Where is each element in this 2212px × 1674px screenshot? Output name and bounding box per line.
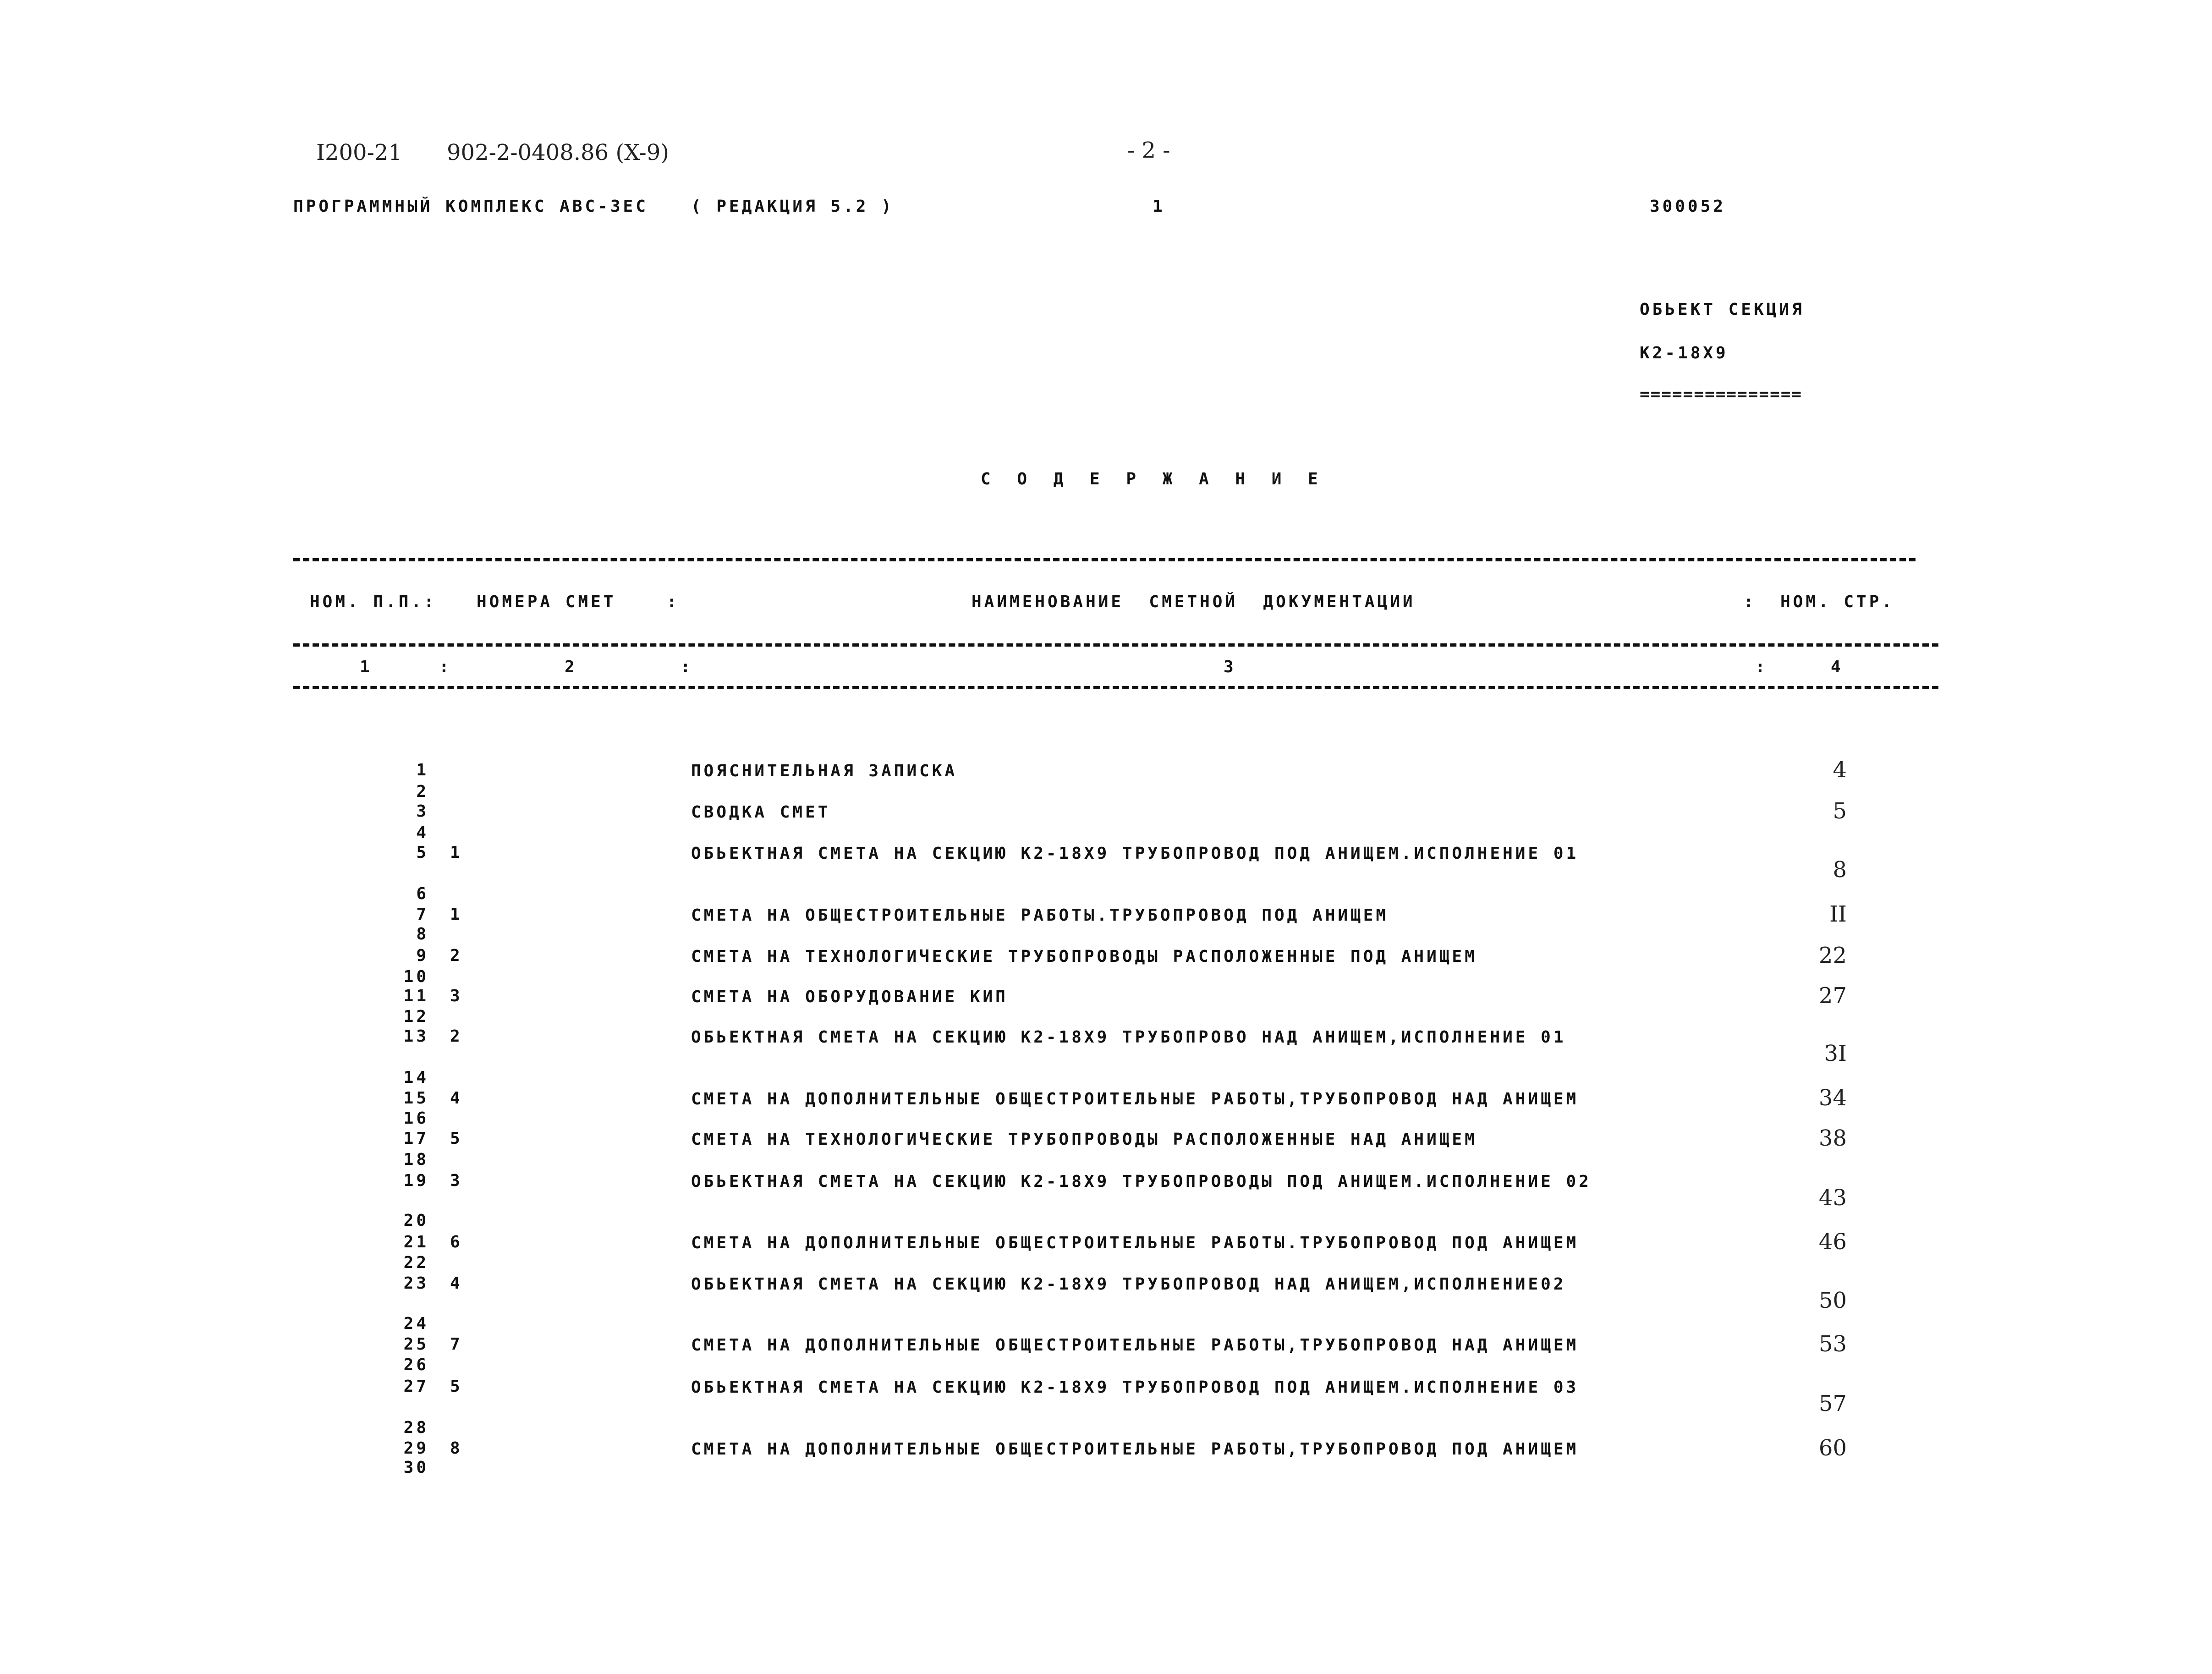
document-name: СМЕТА НА ДОПОЛНИТЕЛЬНЫЕ ОБЩЕСТРОИТЕЛЬНЫЕ РАБОТЫ.ТРУБОПРОВОД ПОД АНИЩЕМ [691,1234,1579,1252]
header-index-4: 4 [1831,658,1844,676]
page-number: II [1829,901,1847,927]
document-name: СМЕТА НА ОБЩЕСТРОИТЕЛЬНЫЕ РАБОТЫ.ТРУБОПРОВОД ПОД АНИЩЕМ [691,906,1389,925]
page-number: 43 [1818,1185,1847,1211]
estimate-number: 3 [450,987,463,1005]
page-number: 3I [1824,1041,1847,1066]
estimate-number: 5 [450,1129,463,1148]
row-number: 1 [416,761,429,779]
row-number: 2 [416,782,429,801]
document-name: СМЕТА НА ТЕХНОЛОГИЧЕСКИЕ ТРУБОПРОВОДЫ РАСПОЛОЖЕННЫЕ ПОД АНИЩЕМ [691,947,1477,966]
header-index-separator: : [439,658,452,676]
document-name: ОБЬЕКТНАЯ СМЕТА НА СЕКЦИЮ К2-18Х9 ТРУБОПРОВОД ПОД АНИЩЕМ.ИСПОЛНЕНИЕ 01 [691,844,1579,863]
row-number: 25 [403,1335,429,1354]
document-name: ПОЯСНИТЕЛЬНАЯ ЗАПИСКА [691,762,958,780]
object-underline: =============== [1640,385,1803,404]
header-index-2: 2 [565,658,577,676]
page-number: 60 [1818,1435,1847,1461]
row-number: 15 [403,1089,429,1108]
estimate-number: 1 [450,843,463,862]
document-id: 300052 [1650,197,1726,216]
row-number: 12 [403,1007,429,1026]
row-number: 9 [416,946,429,965]
page-number: 57 [1818,1391,1847,1416]
sheet-number: 1 [1153,197,1165,216]
row-number: 4 [416,823,429,842]
row-number: 19 [403,1171,429,1190]
document-name: СМЕТА НА ДОПОЛНИТЕЛЬНЫЕ ОБЩЕСТРОИТЕЛЬНЫЕ РАБОТЫ,ТРУБОПРОВОД НАД АНИЩЕМ [691,1336,1579,1355]
page-number: 27 [1818,983,1847,1009]
page-number-label: - 2 - [1127,137,1170,163]
row-number: 28 [403,1418,429,1437]
row-number: 27 [403,1377,429,1396]
row-number: 20 [403,1211,429,1230]
page-number: 53 [1818,1331,1847,1357]
header-col-estimate-no: НОМЕРА СМЕТ [477,593,616,611]
estimate-number: 6 [450,1233,463,1251]
document-name: СМЕТА НА ТЕХНОЛОГИЧЕСКИЕ ТРУБОПРОВОДЫ РАСПОЛОЖЕННЫЕ НАД АНИЩЕМ [691,1130,1477,1149]
header-index-3: 3 [1224,658,1236,676]
row-number: 3 [416,802,429,821]
page-number: 46 [1818,1229,1847,1255]
estimate-number: 2 [450,946,463,965]
program-name: ПРОГРАММНЫЙ КОМПЛЕКС АВС-3ЕС [293,197,648,216]
row-number: 5 [416,843,429,862]
row-number: 21 [403,1233,429,1251]
program-edition: ( РЕДАКЦИЯ 5.2 ) [691,197,894,216]
page-number: 8 [1833,857,1847,883]
header-col-item-no: НОМ. П.П.: [310,593,437,611]
toc-title: С О Д Е Р Ж А Н И Е [981,470,1326,488]
estimate-number: 2 [450,1027,463,1046]
header-separator: : [1744,593,1756,611]
row-number: 17 [403,1129,429,1148]
header-separator: : [667,593,680,611]
header-index-separator: : [1755,658,1768,676]
row-number: 10 [403,967,429,986]
row-number: 22 [403,1253,429,1272]
page-number: 50 [1818,1288,1847,1313]
row-number: 7 [416,905,429,924]
header-rule-top [293,558,1916,561]
row-number: 6 [416,884,429,903]
document-name: СМЕТА НА ДОПОЛНИТЕЛЬНЫЕ ОБЩЕСТРОИТЕЛЬНЫЕ РАБОТЫ,ТРУБОПРОВОД ПОД АНИЩЕМ [691,1440,1579,1459]
page-number: 5 [1833,798,1847,824]
document-name: СВОДКА СМЕТ [691,803,831,822]
header-col-page-no: НОМ. СТР. [1780,593,1895,611]
row-number: 30 [403,1458,429,1477]
document-name: ОБЬЕКТНАЯ СМЕТА НА СЕКЦИЮ К2-18Х9 ТРУБОПРОВОД ПОД АНИЩЕМ.ИСПОЛНЕНИЕ 03 [691,1378,1579,1397]
row-number: 18 [403,1150,429,1169]
estimate-number: 4 [450,1089,463,1108]
object-title: ОБЬЕКТ СЕКЦИЯ [1640,300,1805,319]
page-number: 22 [1818,943,1847,968]
row-number: 11 [403,987,429,1005]
row-number: 29 [403,1439,429,1458]
row-number: 16 [403,1109,429,1128]
estimate-number: 7 [450,1335,463,1354]
document-name: СМЕТА НА ОБОРУДОВАНИЕ КИП [691,988,1008,1006]
document-name: СМЕТА НА ДОПОЛНИТЕЛЬНЫЕ ОБЩЕСТРОИТЕЛЬНЫЕ РАБОТЫ,ТРУБОПРОВОД НАД АНИЩЕМ [691,1090,1579,1109]
estimate-number: 3 [450,1171,463,1190]
row-number: 23 [403,1274,429,1293]
page-number: 38 [1818,1125,1847,1151]
document-code: 902-2-0408.86 (X-9) [447,140,670,165]
page-number: 4 [1833,757,1847,783]
document-name: ОБЬЕКТНАЯ СМЕТА НА СЕКЦИЮ К2-18Х9 ТРУБОПРОВОД НАД АНИЩЕМ,ИСПОЛНЕНИЕ02 [691,1275,1566,1294]
estimate-number: 1 [450,905,463,924]
header-index-separator: : [681,658,693,676]
row-number: 8 [416,925,429,944]
header-rule-middle [293,643,1938,647]
row-number: 14 [403,1068,429,1087]
estimate-number: 8 [450,1439,463,1458]
row-number: 13 [403,1027,429,1046]
document-name: ОБЬЕКТНАЯ СМЕТА НА СЕКЦИЮ К2-18Х9 ТРУБОПРОВОДЫ ПОД АНИЩЕМ.ИСПОЛНЕНИЕ 02 [691,1172,1592,1191]
estimate-number: 4 [450,1274,463,1293]
object-name: К2-18Х9 [1640,344,1729,362]
header-col-name: НАИМЕНОВАНИЕ СМЕТНОЙ ДОКУМЕНТАЦИИ [972,593,1416,611]
row-number: 26 [403,1356,429,1374]
document-mark: I200-21 [316,140,402,165]
page-number: 34 [1818,1085,1847,1111]
header-rule-bottom [293,686,1938,689]
document-name: ОБЬЕКТНАЯ СМЕТА НА СЕКЦИЮ К2-18Х9 ТРУБОПРОВО НАД АНИЩЕМ,ИСПОЛНЕНИЕ 01 [691,1028,1566,1047]
header-index-1: 1 [360,658,373,676]
row-number: 24 [403,1314,429,1333]
estimate-number: 5 [450,1377,463,1396]
